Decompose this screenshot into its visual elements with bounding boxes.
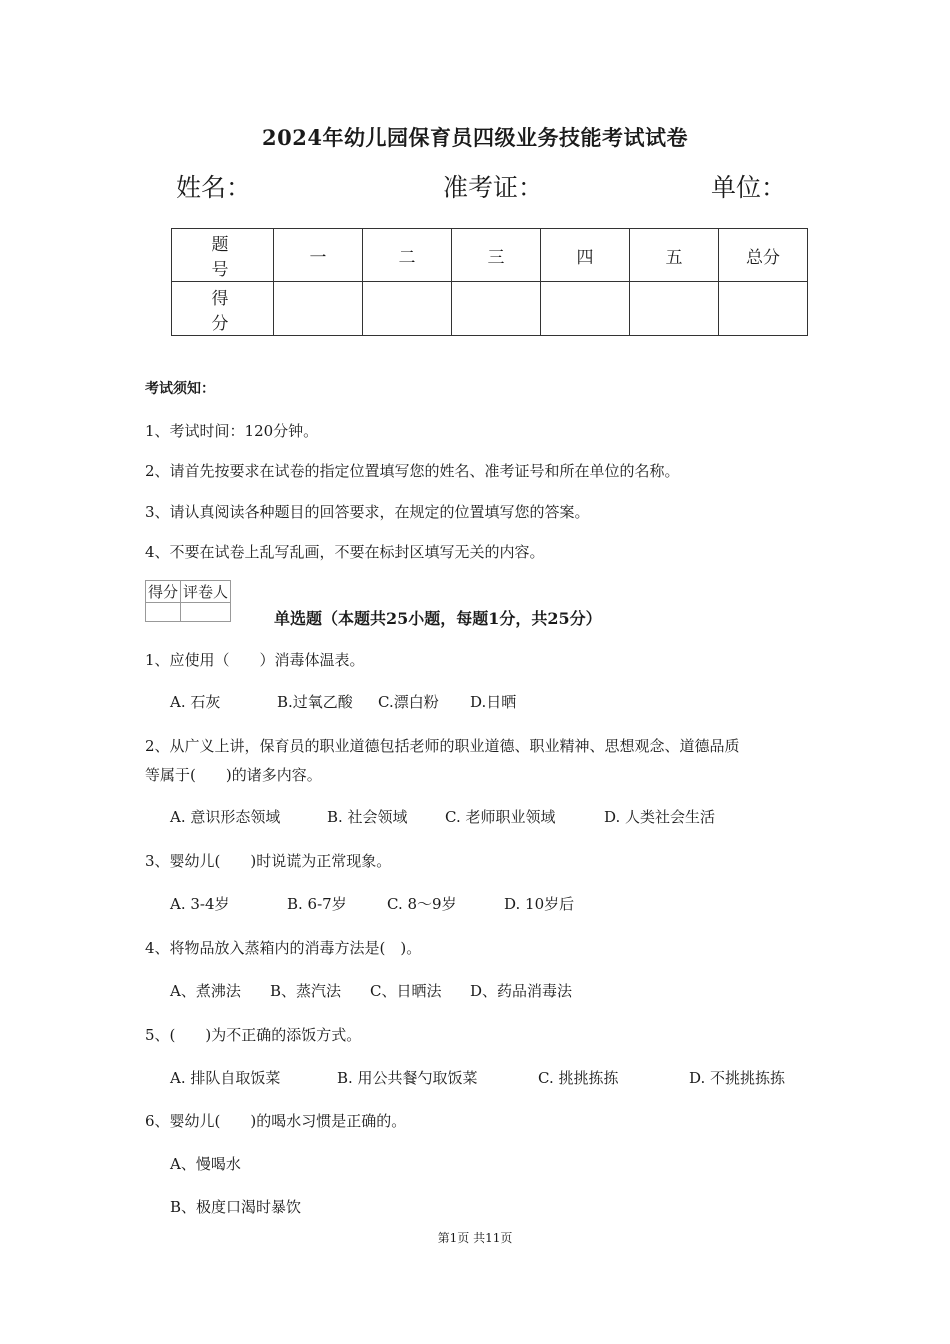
question-option: B. 用公共餐勺取饭菜 — [337, 1069, 478, 1087]
notice-item: 3、请认真阅读各种题目的回答要求，在规定的位置填写您的答案。 — [145, 503, 590, 521]
notice-item: 2、请首先按要求在试卷的指定位置填写您的姓名、准考证号和所在单位的名称。 — [145, 462, 680, 480]
question-option: C. 挑挑拣拣 — [538, 1069, 619, 1087]
question-option: B、极度口渴时暴饮 — [170, 1198, 302, 1216]
score-table-header-cell: 题 号 — [172, 229, 274, 282]
question-option: D. 10岁后 — [504, 895, 575, 913]
question-option: C. 老师职业领域 — [445, 808, 556, 826]
question-stem: 2、从广义上讲，保育员的职业道德包括老师的职业道德、职业精神、思想观念、道德品质 — [145, 737, 740, 755]
question-stem: 5、( )为不正确的添饭方式。 — [145, 1026, 362, 1044]
question-option: A、煮沸法 — [170, 982, 241, 1000]
grader-name-cell[interactable] — [181, 603, 231, 622]
question-option: D. 人类社会生活 — [604, 808, 716, 826]
question-stem: 6、婴幼儿( )的喝水习惯是正确的。 — [145, 1112, 407, 1130]
question-stem: 3、婴幼儿( )时说谎为正常现象。 — [145, 852, 392, 870]
score-table-header-cell: 一 — [274, 229, 363, 282]
question-option: B、蒸汽法 — [270, 982, 342, 1000]
score-cell[interactable] — [452, 282, 541, 336]
score-cell[interactable] — [541, 282, 630, 336]
question-option: C. 8～9岁 — [387, 895, 457, 913]
score-table-header-cell: 五 — [630, 229, 719, 282]
notice-item: 1、考试时间：120分钟。 — [145, 422, 319, 440]
grader-score-label: 得分 — [146, 581, 181, 603]
section-title: 单选题（本题共25小题，每题1分，共25分） — [274, 609, 602, 628]
score-table-header-cell: 三 — [452, 229, 541, 282]
page-footer: 第1页 共11页 — [437, 1231, 513, 1245]
question-option: A. 石灰 — [170, 693, 221, 711]
question-option: A. 排队自取饭菜 — [170, 1069, 281, 1087]
question-stem: 4、将物品放入蒸箱内的消毒方法是( )。 — [145, 939, 422, 957]
question-stem: 1、应使用（ ）消毒体温表。 — [145, 651, 365, 669]
score-row-label: 得 分 — [172, 282, 274, 336]
page-title: 2024年幼儿园保育员四级业务技能考试试卷 — [262, 125, 688, 150]
exam-id-field-label: 准考证： — [443, 173, 544, 202]
grader-box — [145, 580, 231, 622]
score-cell[interactable] — [630, 282, 719, 336]
question-option: B. 社会领域 — [327, 808, 408, 826]
question-option: A. 3-4岁 — [170, 895, 230, 913]
grader-name-label: 评卷人 — [181, 581, 231, 603]
score-table-header-row — [172, 229, 808, 282]
score-table-score-row — [172, 282, 808, 336]
question-option: D.日晒 — [470, 693, 517, 711]
grader-score-cell[interactable] — [146, 603, 181, 622]
question-stem-continued: 等属于( )的诸多内容。 — [145, 766, 322, 784]
unit-field-label: 单位： — [711, 173, 787, 202]
score-cell[interactable] — [719, 282, 808, 336]
score-table — [171, 228, 808, 336]
question-option: A. 意识形态领域 — [170, 808, 281, 826]
score-table-header-cell: 四 — [541, 229, 630, 282]
name-field-label: 姓名： — [176, 173, 252, 202]
question-option: C、日晒法 — [370, 982, 442, 1000]
question-option: A、慢喝水 — [170, 1155, 241, 1173]
question-option: D. 不挑挑拣拣 — [689, 1069, 786, 1087]
question-option: C.漂白粉 — [378, 693, 439, 711]
question-option: B.过氧乙酸 — [277, 693, 353, 711]
score-cell[interactable] — [363, 282, 452, 336]
question-option: B. 6-7岁 — [287, 895, 347, 913]
question-option: D、药品消毒法 — [470, 982, 573, 1000]
notice-item: 4、不要在试卷上乱写乱画，不要在标封区填写无关的内容。 — [145, 543, 545, 561]
score-cell[interactable] — [274, 282, 363, 336]
score-table-header-cell: 二 — [363, 229, 452, 282]
score-table-header-cell: 总分 — [719, 229, 808, 282]
notice-heading: 考试须知： — [145, 381, 215, 397]
